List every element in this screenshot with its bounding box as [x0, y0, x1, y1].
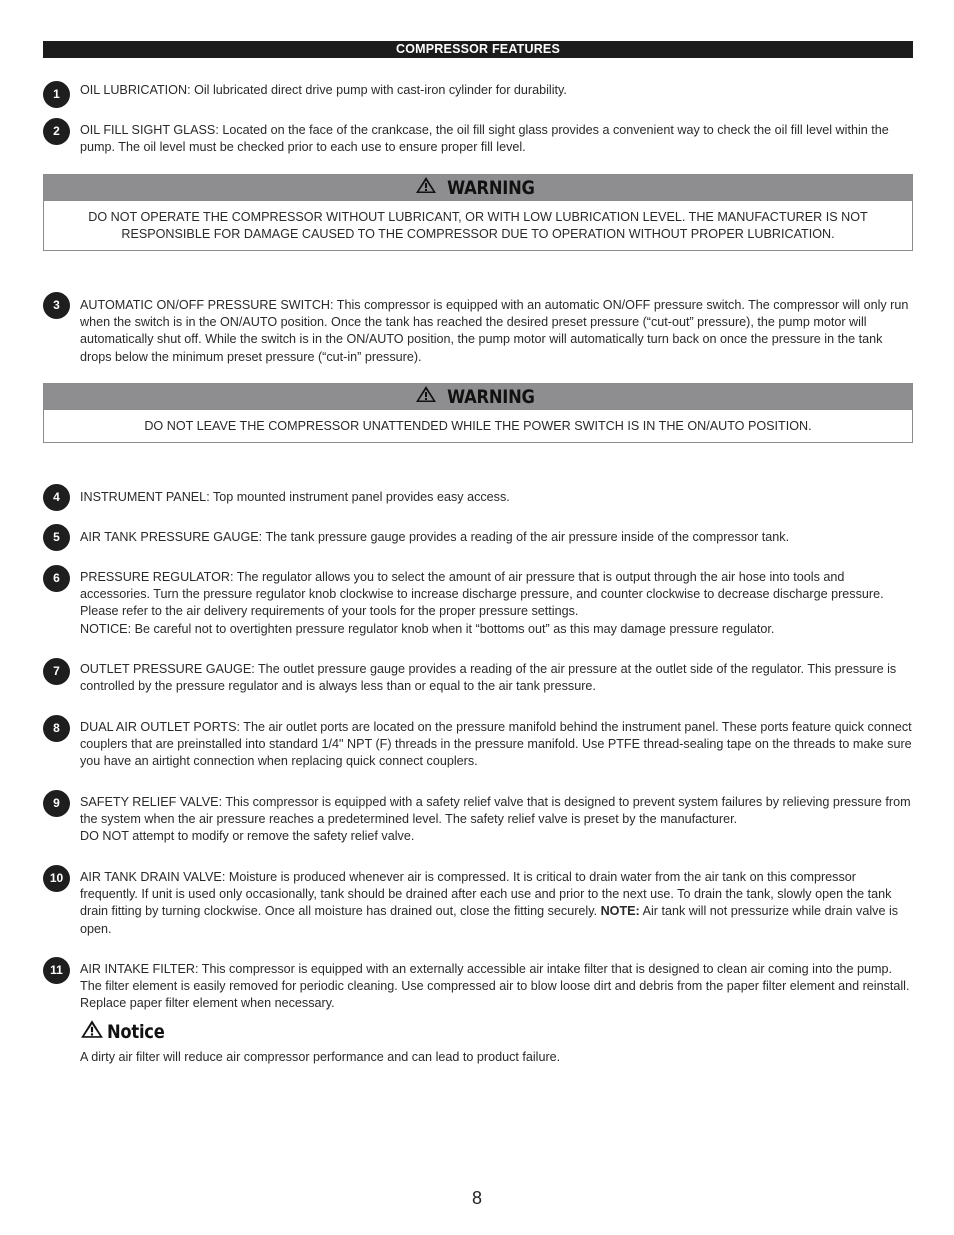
feature-paragraph: SAFETY RELIEF VALVE: This compressor is equipped with a safety relief valve that is designed to prevent system failures by relieving pressure from the system when the air pressure reaches a predetermined level. The safety relief valve is preset by the manufacturer.: [80, 795, 911, 827]
warning-box-unattended: [43, 383, 913, 443]
feature-item-2: [43, 118, 913, 158]
feature-text: OUTLET PRESSURE GAUGE: The outlet pressure gauge provides a reading of the air pressure at the outlet side of the regulator. This pressure is controlled by the pressure regulator and is always less than or equal to the air tank pressure.: [80, 662, 897, 694]
item-number-badge: 1: [43, 81, 70, 108]
feature-item-5: [43, 524, 913, 551]
feature-notice-line: NOTICE: Be careful not to overtighten pressure regulator knob when it “bottoms out” as this may damage pressure regulator.: [80, 621, 775, 636]
feature-text: OIL FILL SIGHT GLASS: Located on the face of the crankcase, the oil fill sight glass provides a convenient way to check the oil fill level within the pump. The oil level must be checked prior to each use to ensure proper fill level.: [80, 123, 889, 155]
feature-item-4: [43, 484, 913, 511]
feature-item-7: [43, 658, 913, 698]
feature-warning-line: DO NOT attempt to modify or remove the safety relief valve.: [80, 829, 415, 844]
feature-paragraph: PRESSURE REGULATOR: The regulator allows you to select the amount of air pressure that is output through the air hose into tools and accessories. Turn the pressure regulator knob clockwise to increase discharge pressure, and counter clockwise to decrease discharge pressure. Please refer to the air delivery requirements of your tools for the proper pressure settings.: [80, 570, 884, 619]
feature-item-3: [43, 292, 913, 367]
note-text: Air tank will not pressurize while drain valve is open.: [80, 904, 899, 936]
feature-text: [80, 869, 913, 938]
page-number: 8: [471, 1188, 482, 1208]
item-number-badge: 9: [43, 790, 70, 817]
item-number-badge: 2: [43, 118, 70, 145]
feature-item-11: [43, 957, 913, 1014]
feature-text: AIR INTAKE FILTER: This compressor is equipped with an externally accessible air intake filter that is designed to clean air coming into the pump. The filter element is easily removed for periodic cleaning. Use compressed air to blow loose dirt and debris from the paper filter element and reinstall. Replace paper filter element when necessary.: [80, 962, 910, 1011]
item-number-badge: 11: [43, 957, 70, 984]
feature-item-6: [43, 565, 913, 640]
item-number-badge: 8: [43, 715, 70, 742]
warning-triangle-icon: [415, 176, 437, 199]
feature-paragraph: AIR TANK DRAIN VALVE: Moisture is produced whenever air is compressed. It is critical to drain water from the air tank on this compressor frequently. If unit is used only occasionally, tank should be drained after each use and prior to the next use. To drain the tank, slowly open the tank drain fitting by turning clockwise. Once all moisture has drained out, close the fitting securely.: [80, 870, 892, 919]
warning-text: DO NOT OPERATE THE COMPRESSOR WITHOUT LUBRICANT, OR WITH LOW LUBRICATION LEVEL. THE MANUFACTURER IS NOT RESPONSIBLE FOR DAMAGE CAUSED TO THE COMPRESSOR DUE TO OPERATION WITHOUT PROPER LUBRICATION.: [88, 210, 868, 242]
feature-text: [80, 794, 913, 846]
feature-text: AUTOMATIC ON/OFF PRESSURE SWITCH: This compressor is equipped with an automatic ON/OFF pressure switch. The compressor will only run when the switch is in the ON/AUTO position. Once the tank has reached the desired preset pressure (“cut-out” pressure), the pump motor will automatically shut off. While the switch is in the ON/AUTO position, the pump motor will automatically turn back on once the pressure in the tank drops below the minimum preset pressure (“cut-in” pressure).: [80, 298, 909, 364]
feature-text: OIL LUBRICATION: Oil lubricated direct drive pump with cast-iron cylinder for durability.: [80, 83, 567, 97]
warning-text: DO NOT LEAVE THE COMPRESSOR UNATTENDED WHILE THE POWER SWITCH IS IN THE ON/AUTO POSITION.: [144, 419, 812, 433]
notice-text: A dirty air filter will reduce air compressor performance and can lead to product failure.: [80, 1050, 561, 1064]
notice-heading: [80, 1019, 174, 1044]
item-number-badge: 7: [43, 658, 70, 685]
item-number-badge: 3: [43, 292, 70, 319]
feature-item-8: [43, 715, 913, 772]
item-number-badge: 6: [43, 565, 70, 592]
feature-item-9: [43, 790, 913, 847]
notice-title: Notice: [107, 1020, 165, 1043]
warning-title: WARNING: [446, 176, 535, 199]
feature-text: DUAL AIR OUTLET PORTS: The air outlet ports are located on the pressure manifold behind the instrument panel. These ports feature quick connect couplers that are preinstalled into standard 1/4" NPT (F) threads in the pressure manifold. Use PTFE thread-sealing tape on the threads to make sure you have an airtight connection when replacing quick connect couplers.: [80, 720, 912, 769]
warning-triangle-icon: [415, 385, 437, 408]
note-label: NOTE:: [600, 904, 640, 919]
item-number-badge: 10: [43, 865, 70, 892]
item-number-badge: 4: [43, 484, 70, 511]
warning-header: [44, 175, 912, 201]
feature-text: INSTRUMENT PANEL: Top mounted instrument panel provides easy access.: [80, 490, 510, 504]
warning-title: WARNING: [446, 385, 535, 408]
warning-triangle-icon: [80, 1019, 104, 1044]
feature-text: [80, 569, 913, 638]
feature-item-1: [43, 81, 913, 108]
feature-item-10: [43, 865, 913, 940]
warning-header: [44, 384, 912, 410]
section-header: COMPRESSOR FEATURES: [43, 41, 913, 58]
feature-text: AIR TANK PRESSURE GAUGE: The tank pressure gauge provides a reading of the air pressure inside of the compressor tank.: [80, 530, 790, 544]
warning-box-lubrication: [43, 174, 913, 251]
item-number-badge: 5: [43, 524, 70, 551]
